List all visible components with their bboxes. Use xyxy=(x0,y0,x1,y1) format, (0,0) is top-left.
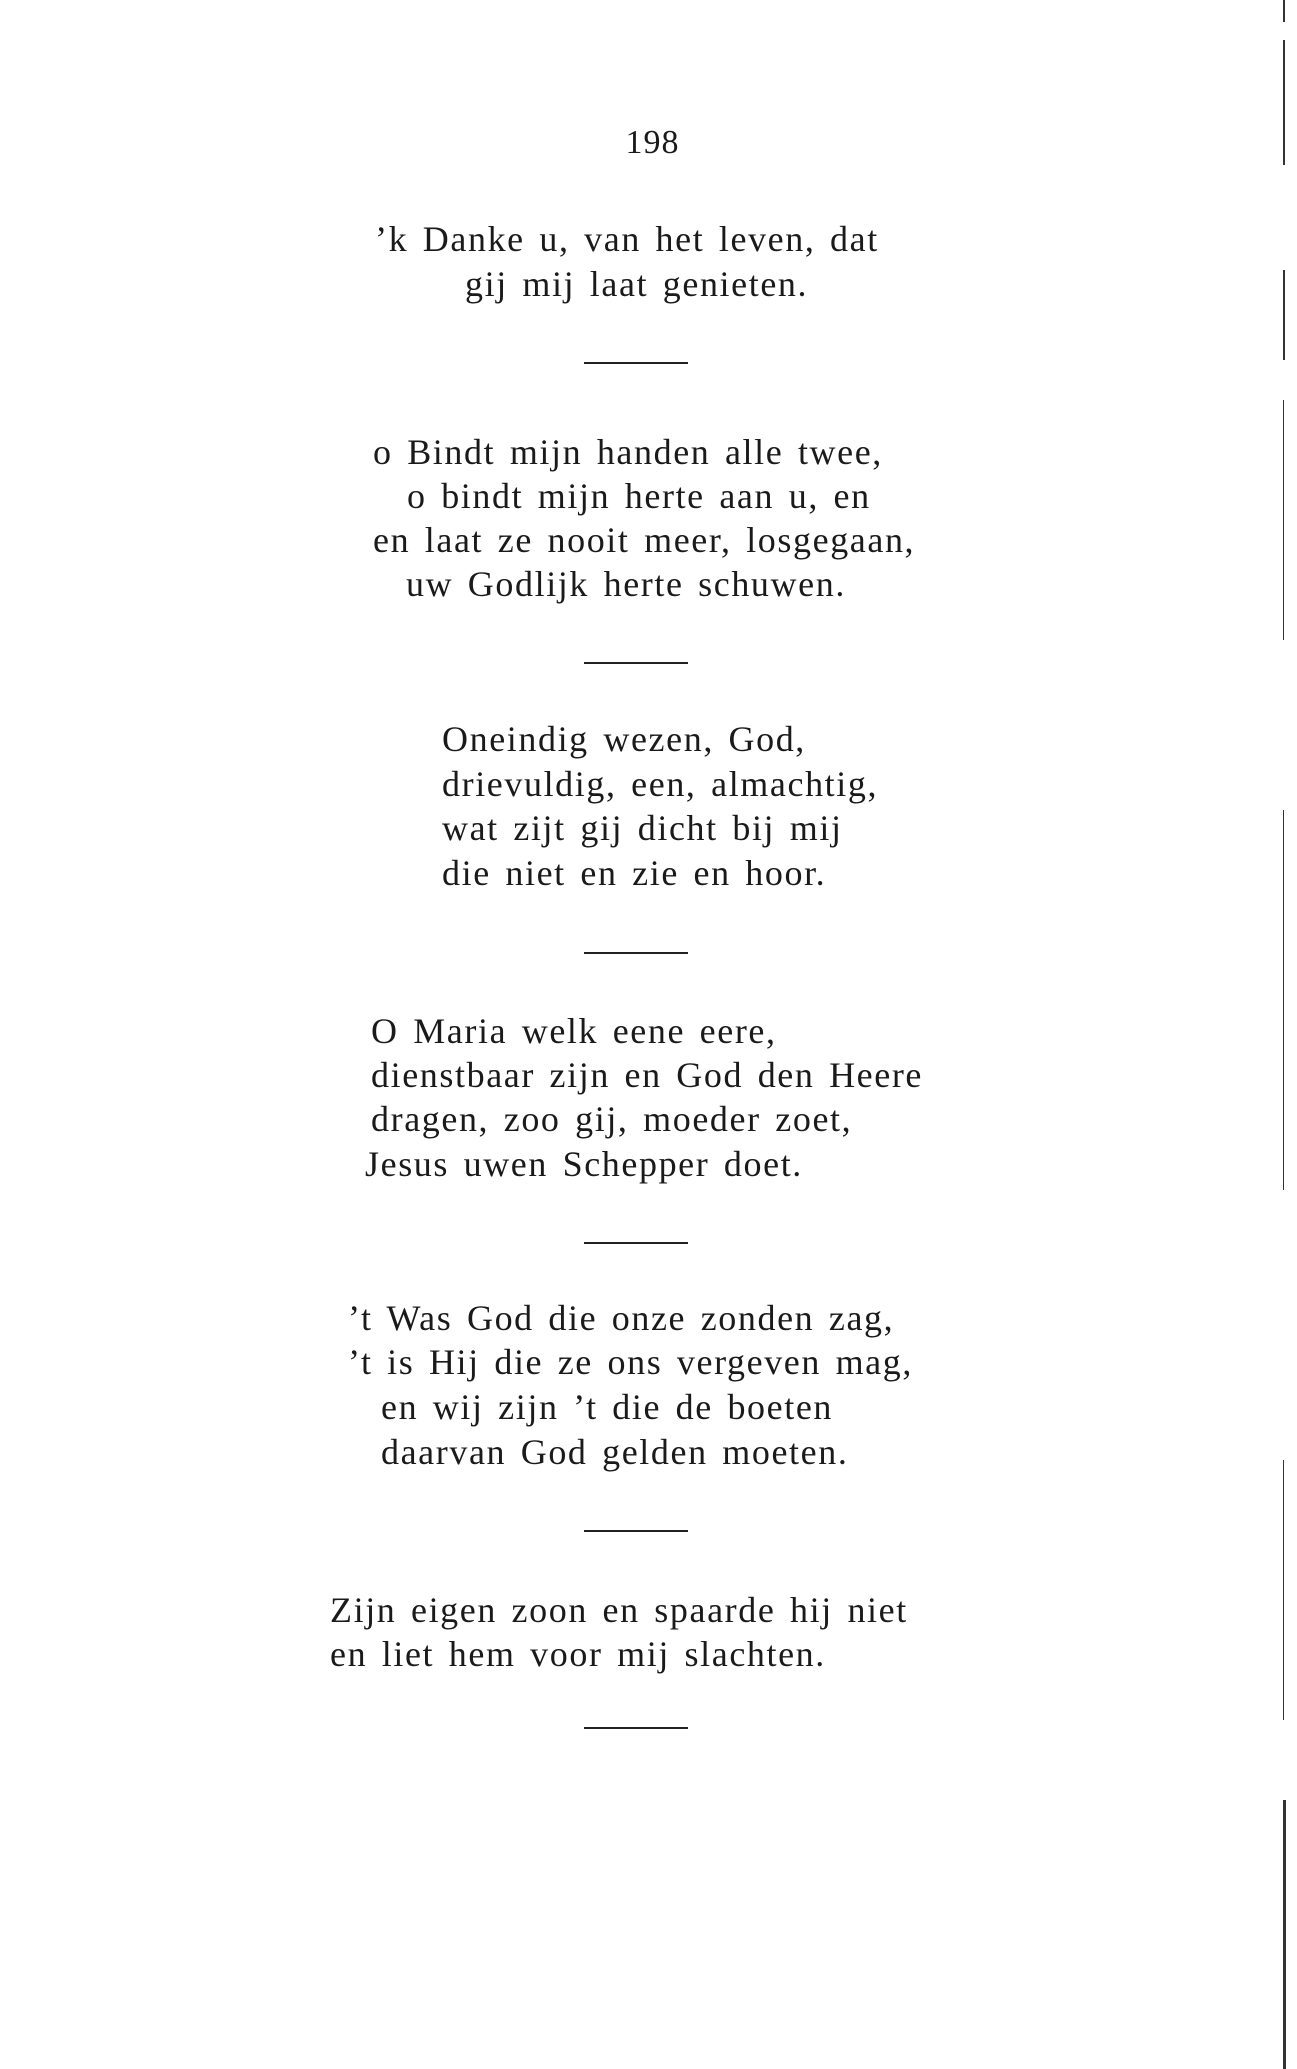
stanza-3-line-1: Oneindig wezen, God, xyxy=(442,719,806,759)
section-divider xyxy=(584,1530,688,1532)
scan-edge-mark xyxy=(1283,270,1285,360)
scan-edge-mark xyxy=(1283,1460,1284,1720)
section-divider xyxy=(584,1727,688,1729)
stanza-3-line-3: wat zijt gij dicht bij mij xyxy=(442,808,843,848)
stanza-2-line-1: o Bindt mijn handen alle twee, xyxy=(373,432,883,472)
scan-edge-mark xyxy=(1283,1800,1286,2069)
stanza-5-line-4: daarvan God gelden moeten. xyxy=(381,1432,849,1472)
section-divider xyxy=(584,362,688,364)
section-divider xyxy=(584,662,688,664)
stanza-2-line-2: o bindt mijn herte aan u, en xyxy=(407,476,871,516)
stanza-3-line-2: drievuldig, een, almachtig, xyxy=(442,764,879,804)
stanza-4-line-2: dienstbaar zijn en God den Heere xyxy=(371,1055,923,1095)
stanza-6-line-2: en liet hem voor mij slachten. xyxy=(330,1634,826,1674)
scan-edge-mark xyxy=(1283,40,1285,165)
section-divider xyxy=(584,1242,688,1244)
stanza-2-line-3: en laat ze nooit meer, losgegaan, xyxy=(373,520,916,560)
scan-edge-mark xyxy=(1283,810,1284,1190)
stanza-4-line-4: Jesus uwen Schepper doet. xyxy=(365,1144,803,1184)
page-number: 198 xyxy=(625,124,680,161)
stanza-1-line-1: ’k Danke u, van het leven, dat xyxy=(375,219,879,259)
scan-edge-mark xyxy=(1283,0,1285,22)
stanza-4-line-3: dragen, zoo gij, moeder zoet, xyxy=(371,1099,853,1139)
stanza-5-line-3: en wij zijn ’t die de boeten xyxy=(381,1387,834,1427)
stanza-5-line-1: ’t Was God die onze zonden zag, xyxy=(348,1298,895,1338)
stanza-2-line-4: uw Godlijk herte schuwen. xyxy=(406,564,846,604)
stanza-3-line-4: die niet en zie en hoor. xyxy=(442,853,827,893)
stanza-6-line-1: Zijn eigen zoon en spaarde hij niet xyxy=(330,1590,908,1630)
stanza-4-line-1: O Maria welk eene eere, xyxy=(371,1011,777,1051)
stanza-1-line-2: gij mij laat genieten. xyxy=(465,264,809,304)
section-divider xyxy=(584,952,688,954)
stanza-5-line-2: ’t is Hij die ze ons vergeven mag, xyxy=(348,1342,913,1382)
scan-edge-mark xyxy=(1283,400,1284,640)
